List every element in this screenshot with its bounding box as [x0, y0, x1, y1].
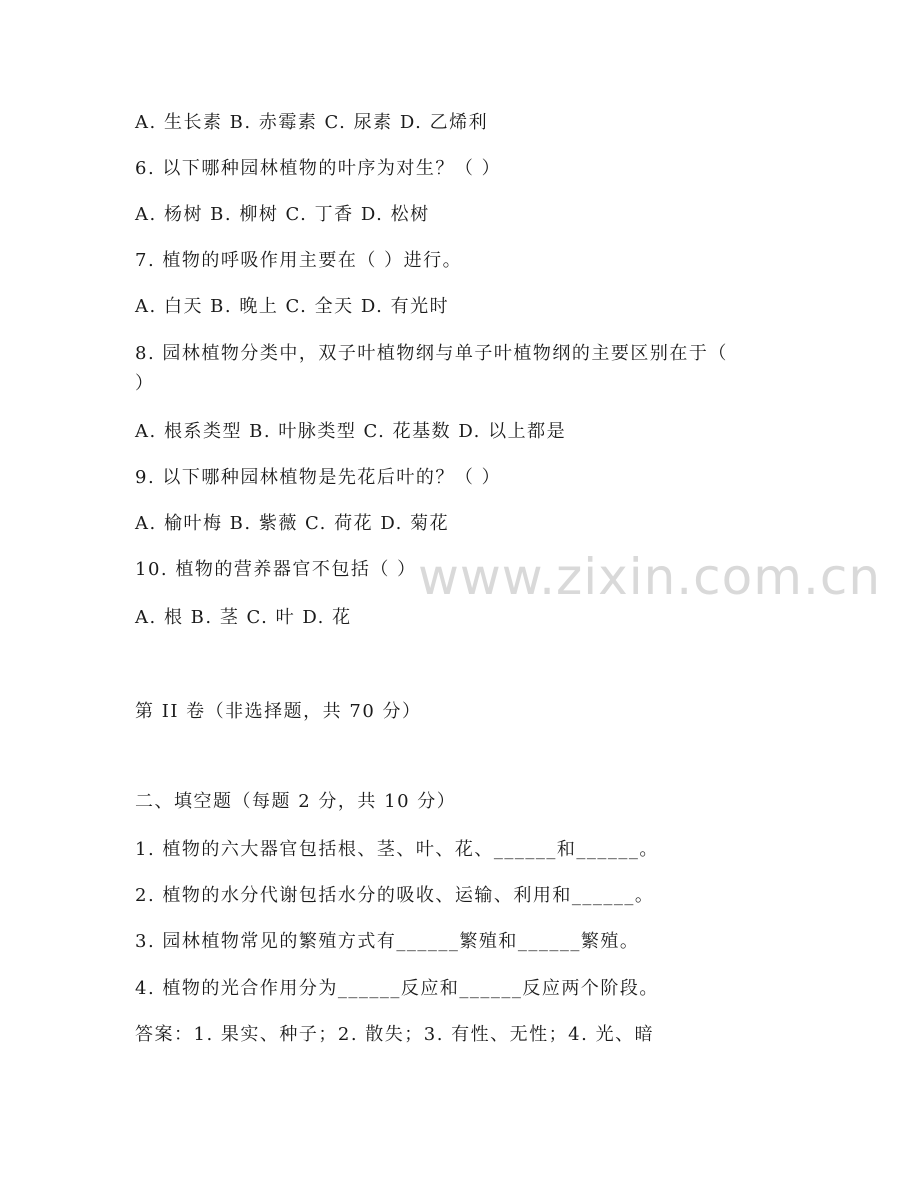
watermark: www.zixin.com.cn	[418, 548, 882, 606]
blank-q4: 4. 植物的光合作用分为______反应和______反应两个阶段。	[135, 978, 659, 999]
q9-options: A. 榆叶梅 B. 紫薇 C. 荷花 D. 菊花	[135, 513, 450, 534]
q6-options: A. 杨树 B. 柳树 C. 丁香 D. 松树	[135, 204, 430, 225]
q5-options: A. 生长素 B. 赤霉素 C. 尿素 D. 乙烯利	[135, 112, 489, 133]
q10-question: 10. 植物的营养器官不包括（ ）	[135, 559, 417, 580]
q6-question: 6. 以下哪种园林植物的叶序为对生？（ ）	[135, 158, 502, 179]
q7-options: A. 白天 B. 晚上 C. 全天 D. 有光时	[135, 296, 450, 317]
answer-line: 答案：1. 果实、种子；2. 散失；3. 有性、无性；4. 光、暗	[135, 1024, 655, 1045]
q8-question-cont: ）	[135, 373, 155, 394]
q8-question: 8. 园林植物分类中，双子叶植物纲与单子叶植物纲的主要区别在于（	[135, 343, 728, 364]
blank-q1: 1. 植物的六大器官包括根、茎、叶、花、______和______。	[135, 839, 659, 860]
blank-q2: 2. 植物的水分代谢包括水分的吸收、运输、利用和______。	[135, 885, 655, 906]
blank-q3: 3. 园林植物常见的繁殖方式有______繁殖和______繁殖。	[135, 931, 640, 952]
q8-options: A. 根系类型 B. 叶脉类型 C. 花基数 D. 以上都是	[135, 421, 567, 442]
q7-question: 7. 植物的呼吸作用主要在（ ）进行。	[135, 250, 463, 271]
section-heading: 第 II 卷（非选择题，共 70 分）	[135, 701, 422, 722]
fill-blank-heading: 二、填空题（每题 2 分，共 10 分）	[135, 791, 457, 812]
q10-options: A. 根 B. 茎 C. 叶 D. 花	[135, 607, 352, 628]
q9-question: 9. 以下哪种园林植物是先花后叶的？（ ）	[135, 467, 502, 488]
